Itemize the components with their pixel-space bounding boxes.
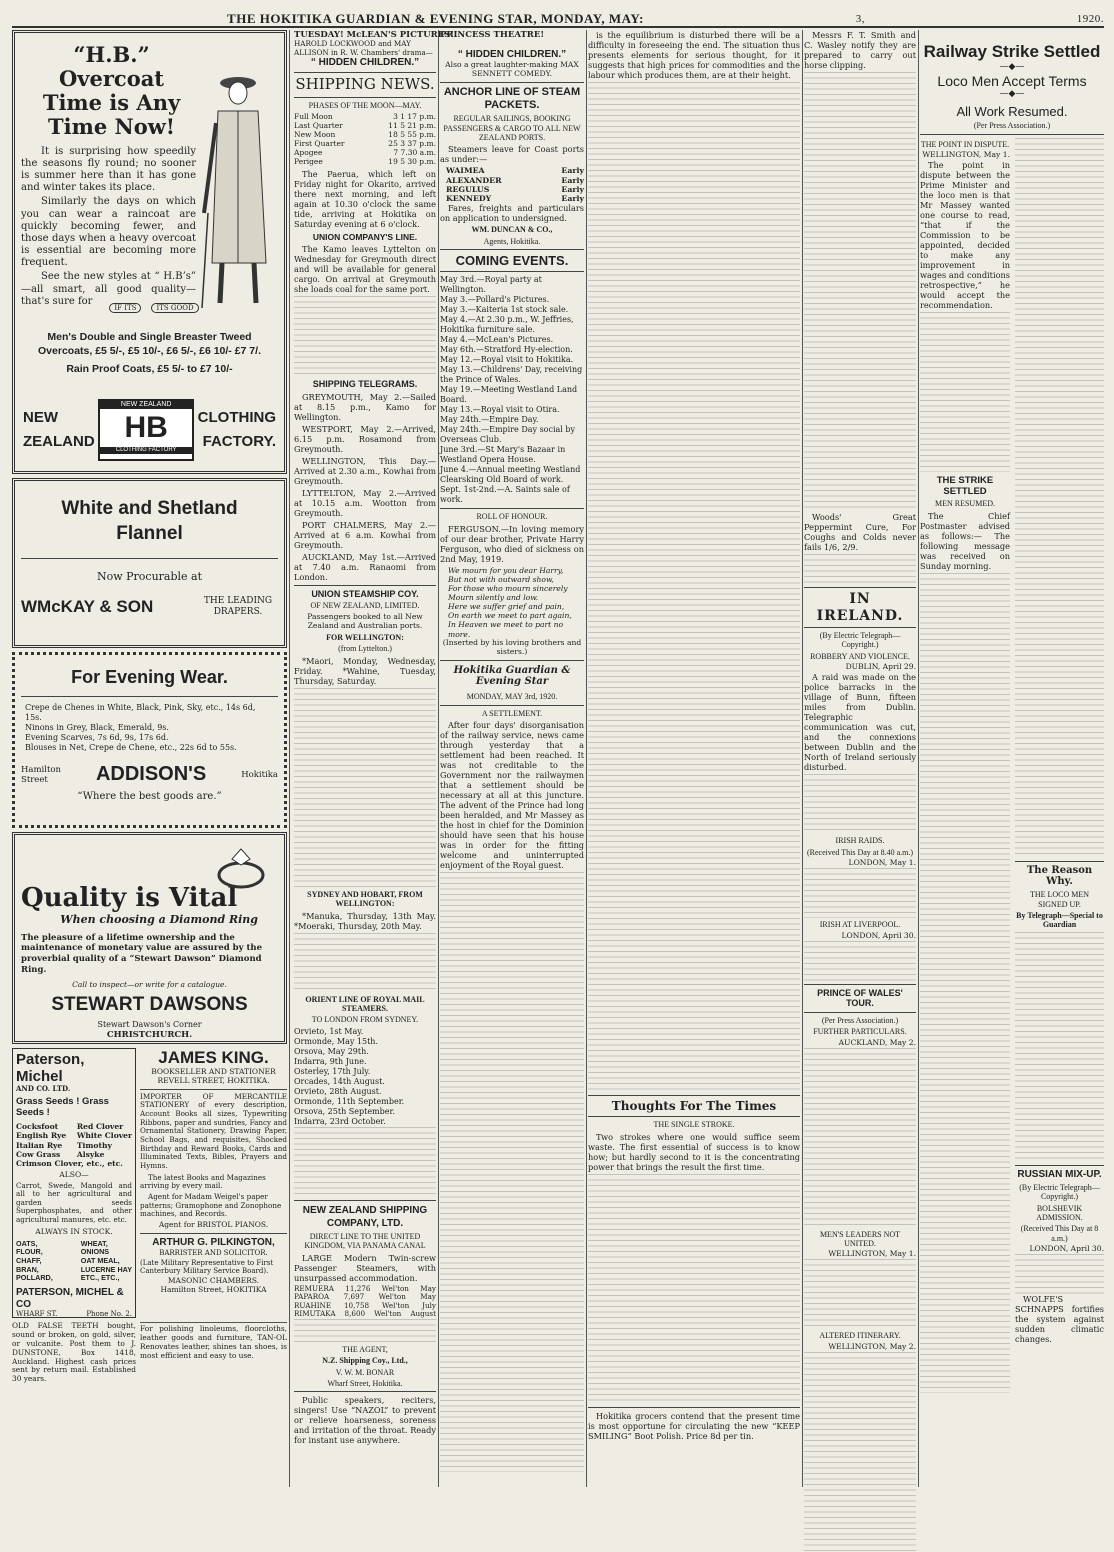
telegram-item: WELLINGTON, This Day.—Arrived at 2.30 a.m., Kowhai from Greymouth. bbox=[294, 455, 436, 486]
anchor-line-sub: REGULAR SAILINGS, BOOKING PASSENGERS & CARGO TO ALL NEW ZEALAND PORTS. bbox=[443, 114, 581, 142]
nz-shipping-para: LARGE Modern Twin-screw Passenger Steamers, with unsurpassed accommodation. bbox=[294, 1252, 436, 1283]
quality-body: The pleasure of a lifetime ownership and the maintenance of monetary value are assured by the proverbial quality of a “Stewart Dawson” Diamond Ring. bbox=[21, 932, 262, 975]
hb-ad-para: It is surprising how speedily the seasons fly round; no sooner is summer here than it has gone and winter takes its place. bbox=[21, 145, 196, 194]
moon-phases-heading: PHASES OF THE MOON—MAY. bbox=[308, 100, 422, 110]
orient-line-heading: ORIENT LINE OF ROYAL MAIL STEAMERS. bbox=[305, 994, 425, 1013]
orient-ship: Orcades, 14th August. bbox=[294, 1076, 385, 1086]
men-resumed-heading: MEN RESUMED. bbox=[934, 499, 995, 509]
stock-item: BRAN, bbox=[16, 1264, 39, 1274]
seed-item: Crimson Clover, etc., etc. bbox=[16, 1158, 123, 1168]
orient-ship: Orvieto, 1st May. bbox=[294, 1026, 364, 1036]
orient-ship: Ormonde, May 15th. bbox=[294, 1036, 378, 1046]
nazol-ad: Public speakers, reciters, singers! Use “NAZOL” to prevent or relieve hoarseness, soreness and irritation of the throat. Ready for instant use anywhere. bbox=[294, 1395, 436, 1446]
dublin-dateline: DUBLIN, April 29. bbox=[845, 662, 916, 672]
orient-ship: Ormonde, 11th September. bbox=[294, 1096, 405, 1106]
point-in-dispute-heading: THE POINT IN DISPUTE. bbox=[920, 139, 1010, 149]
evening-wear-ad bbox=[12, 652, 287, 828]
coming-event: May 3rd.—Royal party at Wellington. bbox=[440, 275, 542, 295]
nz-ship-row: RUAHINE 10,758 Wel'ton July bbox=[294, 1300, 436, 1310]
orient-ship: Osterley, 17th July. bbox=[294, 1066, 371, 1076]
strike-settled-body: The Chief Postmaster advised as follows:— The following message was received on Sunday morning. bbox=[920, 510, 1010, 571]
coming-event: May 24th.—Empire Day social by Overseas Club. bbox=[440, 425, 576, 445]
diamond-ring-icon bbox=[206, 843, 276, 893]
hb-ad-para: Similarly the days on which you can wear a raincoat are quickly becoming fewer, and those days when a heavy overcoat is essential are becoming more frequent. bbox=[21, 196, 196, 269]
coming-event: May 13.—Royal visit to Otira. bbox=[440, 405, 560, 415]
anchor-ship-row: WAIMEA Early bbox=[446, 166, 584, 176]
masthead-day: 3, bbox=[855, 13, 865, 26]
flannel-tagline: THE LEADING DRAPERS. bbox=[203, 596, 273, 617]
paterson-co: AND CO. LTD. bbox=[16, 1084, 71, 1093]
irish-raids-place: LONDON, May 1. bbox=[848, 858, 916, 868]
bolshevik-heading: BOLSHEVIK ADMISSION. bbox=[1036, 1203, 1083, 1222]
hb-overcoat-prices: Men's Double and Single Breaster Tweed Overcoats, £5 5/-, £5 10/-, £6 5/-, £6 10/- £7 7/. bbox=[38, 331, 261, 357]
russian-mixup-sub: (By Electric Telegraph—Copyright.) bbox=[1019, 1182, 1100, 1202]
column-2 bbox=[294, 30, 455, 1487]
in-ireland-heading: IN IRELAND. bbox=[816, 591, 904, 624]
mcleans-pictures-header: TUESDAY! McLEAN'S PICTURES! bbox=[294, 30, 455, 40]
stock-item: OAT MEAL, bbox=[80, 1255, 120, 1265]
seed-item: Timothy bbox=[76, 1140, 112, 1150]
column4-paragraph: is the equilibrium is disturbed there will be a difficulty in foreseeing the end. The situation thus presents elements for serious thought, for it suggests that high prices for commodities and the labour which produces them, are at their height. bbox=[588, 30, 800, 80]
roll-of-honour-body: FERGUSON.—In loving memory of our dear brother, Private Harry Ferguson, who died of sickness on 2nd May, 1919. bbox=[440, 523, 584, 564]
orient-ship: Indarra, 23rd October. bbox=[294, 1116, 386, 1126]
james-king-column bbox=[140, 1048, 287, 1318]
moon-phase-row: Full Moon 3 1 17 p.m. bbox=[294, 112, 436, 122]
moon-phase-row: Perigee 19 5 30 p.m. bbox=[294, 157, 436, 167]
seed-item: Red Clover bbox=[76, 1121, 124, 1131]
coming-event: May 3.—Pollard's Pictures. bbox=[440, 295, 550, 305]
press-association: (Per Press Association.) bbox=[973, 121, 1051, 131]
evening-item: Crepe de Chenes in White, Black, Pink, Sky, etc., 14s 6d, 15s. bbox=[25, 703, 256, 723]
coming-event: May 24th.—Empire Day. bbox=[440, 415, 539, 425]
union-company-heading: UNION COMPANY'S LINE. bbox=[312, 232, 418, 243]
anchor-line-heading: ANCHOR LINE OF STEAM PACKETS. bbox=[443, 85, 581, 111]
roll-of-honour-heading: ROLL OF HONOUR. bbox=[476, 512, 548, 522]
paterson-also: ALSO— bbox=[59, 1169, 89, 1179]
james-king-body: IMPORTER OF MERCANTILE STATIONERY of every description, Account Books all sizes, Typewriting Ribbons, paper and sundries, Fancy and Ornamental Stationery, Drawing Paper, School Bags, and requisites, Shocked Birthday and Reward Books, Cards and Illuminated Texts, Bibles, Prayers and Hymns. bbox=[140, 1091, 287, 1170]
moon-phase-row: New Moon 18 5 55 p.m. bbox=[294, 130, 436, 140]
stock-item: ETC., ETC., bbox=[80, 1273, 120, 1283]
hb-new-word: NEW bbox=[23, 409, 58, 426]
quality-call: Call to inspect—or write for a catalogue. bbox=[72, 980, 227, 990]
orient-line-sub: TO LONDON FROM SYDNEY. bbox=[311, 1015, 419, 1025]
union-steamship-sub: OF NEW ZEALAND, LIMITED. bbox=[310, 601, 420, 611]
column-5 bbox=[804, 30, 916, 1487]
loco-men-subhead: Loco Men Accept Terms bbox=[937, 72, 1087, 89]
moon-phase-row: Last Quarter 11 5 21 p.m. bbox=[294, 121, 436, 131]
stock-item: FLOUR, bbox=[16, 1247, 43, 1257]
received-note: (Received This Day at 8 a.m.) bbox=[1020, 1224, 1099, 1243]
column-1 bbox=[12, 30, 287, 1487]
sydney-hobart-ships: *Manuka, Thursday, 13th May. *Moeraki, Thursday, 20th May. bbox=[294, 910, 436, 931]
mcleans-film-title: “ HIDDEN CHILDREN.” bbox=[310, 57, 420, 69]
james-king-agent3: Agent for BRISTOL PIANOS. bbox=[158, 1219, 269, 1229]
hb-badge bbox=[29, 303, 279, 317]
nz-ship-row: PAPAROA 7,697 Wel'ton May bbox=[294, 1292, 436, 1302]
anchor-line-under: Steamers leave for Coast ports as under:— bbox=[440, 144, 584, 165]
mens-leaders-place: WELLINGTON, May 1. bbox=[828, 1249, 916, 1259]
from-lyttelton: (from Lyttelton.) bbox=[338, 644, 392, 654]
headline-divider-icon: —◆— bbox=[999, 89, 1025, 100]
james-king-trade: BOOKSELLER AND STATIONER bbox=[151, 1067, 276, 1077]
anchor-ship-row: REGULUS Early bbox=[446, 184, 584, 194]
seed-item: Cocksfoot bbox=[16, 1121, 59, 1131]
union-sailings: *Maori, Monday, Wednesday, Friday. *Wahine, Tuesday, Thursday, Saturday. bbox=[294, 655, 436, 686]
hb-ad-para: See the new styles at “ H.B’s” —all smart, all good quality— that's sure for bbox=[21, 271, 196, 307]
quality-address1: Stewart Dawson's Corner bbox=[97, 1020, 202, 1030]
coming-event: May 12.—Royal visit to Hokitika. bbox=[440, 355, 574, 365]
thoughts-sub: THE SINGLE STROKE. bbox=[653, 1120, 735, 1130]
telegram-item: PORT CHALMERS, May 2.—Arrived at 6 a.m. Kowhai from Greymouth. bbox=[294, 519, 436, 550]
shipping-news-title: SHIPPING NEWS. bbox=[295, 75, 435, 94]
paterson-stock: ALWAYS IN STOCK. bbox=[35, 1226, 113, 1236]
in-ireland-sub: (By Electric Telegraph—Copyright.) bbox=[819, 631, 901, 650]
coming-event: May 19.—Meeting Westland Land Board. bbox=[440, 385, 578, 405]
point-in-dispute-body: The point in dispute between the Prime Minister and the loco men is that Mr Massey wanted one course to read, “that if the Commission to be appointed, decided to make any improvement in wages and conditions retrospective,” he would accept the recommendation. bbox=[920, 159, 1010, 310]
hb-factory-word: FACTORY. bbox=[202, 433, 276, 450]
quality-subtitle: When choosing a Diamond Ring bbox=[60, 912, 258, 926]
james-king-firm: JAMES KING. bbox=[158, 1048, 269, 1067]
james-king-agent2: Agent for Madam Weigel's paper patterns; Gramophone and Zonophone machines, and Records. bbox=[140, 1192, 282, 1219]
evening-town: Hokitika bbox=[241, 770, 278, 781]
union-steamship-heading: UNION STEAMSHIP COY. bbox=[311, 588, 419, 599]
stock-item: ONIONS bbox=[80, 1247, 110, 1257]
anchor-town: Agents, Hokitika. bbox=[483, 236, 541, 246]
masonic-name: MASONIC CHAMBERS. bbox=[167, 1276, 260, 1286]
anchor-ship-row: ALEXANDER Early bbox=[446, 175, 584, 185]
tan-ol-ad: For polishing linoleums, floorcloths, leather goods and furniture, TAN-OL Renovates leather, shines tan shoes, is most efficient and easy to use. bbox=[140, 1322, 287, 1384]
anchor-ship-row: KENNEDY Early bbox=[446, 193, 584, 203]
settlement-heading: A SETTLEMENT. bbox=[481, 708, 543, 718]
nz-ship-row: REMUERA 11,276 Wel'ton May bbox=[294, 1283, 436, 1293]
editorial-date: MONDAY, MAY 3rd, 1920. bbox=[466, 692, 558, 702]
masthead bbox=[12, 8, 1104, 28]
paterson-head: Grass Seeds ! Grass Seeds ! bbox=[16, 1096, 109, 1119]
masthead-year: 1920. bbox=[1076, 13, 1104, 26]
reason-why-sub: THE LOCO MEN SIGNED UP. bbox=[1029, 890, 1090, 909]
masonic-street: Hamilton Street, HOKITIKA bbox=[160, 1285, 267, 1295]
liverpool-heading: IRISH AT LIVERPOOL. bbox=[819, 920, 901, 930]
verse-line: On earth we meet to part again, bbox=[448, 611, 572, 621]
evening-location: Hamilton Street bbox=[21, 765, 61, 786]
flannel-procurable: Now Procurable at bbox=[96, 570, 203, 584]
paterson-wharf: WHARF ST. bbox=[16, 1310, 58, 1319]
orient-ship: Orsova, May 29th. bbox=[294, 1046, 369, 1056]
false-teeth-ad: OLD FALSE TEETH bought, sound or broken, on gold, silver, or vulcanite. Post them to J. DUNSTONE, Box 1418, Auckland. Highest cash prices sent by return mail. Established 30 years. bbox=[12, 1321, 136, 1384]
moon-phase-row: Apogee 7 7.30 a.m. bbox=[294, 148, 436, 158]
coming-event: May 4.—At 2.30 p.m., W. Jeffries, Hokitika furniture sale. bbox=[440, 315, 574, 335]
coming-event: June 4.—Annual meeting Westland Clearsking Old Board of work. bbox=[440, 465, 581, 485]
paterson-phone: Phone No. 2. bbox=[86, 1310, 132, 1319]
nz-agent-wharf: Wharf Street, Hokitika. bbox=[327, 1378, 403, 1388]
column-3 bbox=[440, 30, 584, 1487]
thoughts-body: Two strokes where one would suffice seem waste. The first essential of success is to know how; but hardly second to it is the concentrating power that brings the result the first time. bbox=[588, 1131, 800, 1172]
sydney-hobart-heading: SYDNEY AND HOBART, FROM WELLINGTON: bbox=[307, 889, 423, 909]
flannel-ad bbox=[12, 478, 287, 648]
james-king-agent1: The latest Books and Magazines arriving by every mail. bbox=[140, 1172, 266, 1190]
orient-ship: Orvieto, 28th August. bbox=[294, 1086, 382, 1096]
point-in-dispute-place: WELLINGTON, May 1. bbox=[922, 149, 1010, 159]
hb-badge-left: IF ITS bbox=[109, 303, 141, 313]
verse-line: In Heaven we meet to part no more. bbox=[448, 620, 564, 639]
verse-line: Here we suffer grief and pain, bbox=[448, 602, 565, 612]
coming-event: May 6th.—Stratford Hy-election. bbox=[440, 345, 573, 355]
telegram-item: AUCKLAND, May 1st.—Arrived at 7.40 a.m. Ranaomi from London. bbox=[294, 551, 436, 582]
hb-overcoat-ad bbox=[12, 30, 287, 474]
coming-event: June 3rd.—St Mary's Bazaar in Westland Opera House. bbox=[440, 445, 566, 465]
liverpool-place: LONDON, April 30. bbox=[841, 930, 916, 940]
strike-settled-heading: THE STRIKE SETTLED bbox=[936, 474, 994, 498]
verse-line: For those who mourn sincerely bbox=[448, 584, 568, 594]
irish-raids-date: (Received This Day at 8.40 a.m.) bbox=[806, 847, 914, 857]
coming-event: May 4.—McLean's Pictures. bbox=[440, 335, 554, 345]
coming-event: May 3.—Kaiteria 1st stock sale. bbox=[440, 305, 569, 315]
seed-item: English Rye bbox=[16, 1131, 67, 1141]
quality-firm: STEWART DAWSONS bbox=[51, 993, 248, 1015]
stock-item: WHEAT, bbox=[80, 1238, 108, 1248]
mens-leaders-heading: MEN'S LEADERS NOT UNITED. bbox=[819, 1229, 901, 1248]
seed-item: White Clover bbox=[76, 1131, 132, 1141]
masthead-title: THE HOKITIKA GUARDIAN & EVENING STAR, MONDAY, MAY: bbox=[227, 10, 644, 26]
mcleans-pictures-cast: HAROLD LOCKWOOD and MAY ALLISON in R. W. Chambers' drama— bbox=[294, 39, 433, 57]
hb-zealand-word: ZEALAND bbox=[23, 433, 95, 450]
shipping-paragraph: The Paerua, which left on Friday night for Okarito, arrived there next morning, and left again at 10.30 o'clock the same tide, arriving at Hokitika on Saturday evening at 6 o'clock. bbox=[294, 169, 436, 230]
settlement-body: After four days' disorganisation of the railway service, news came through yesterday that a settlement had been reached. It was not creditable to the Government nor the railwaymen that a settlement should be necessary at all at this juncture. The advent of the Prince had long been heralded, and Mr Massey as the host in chief for the Dominion should have seen that his house was in order for the fitting welcome and uninterrupted enjoyment of the Royal guest. bbox=[440, 720, 584, 871]
shipping-telegrams-heading: SHIPPING TELEGRAMS. bbox=[312, 379, 418, 390]
seed-item: Italian Rye bbox=[16, 1140, 63, 1150]
work-resumed-subhead: All Work Resumed. bbox=[956, 103, 1068, 119]
london-dateline: LONDON, April 30. bbox=[1029, 1244, 1104, 1254]
orient-ship: Indarra, 9th June. bbox=[294, 1056, 367, 1066]
editorial-masthead: Hokitika Guardian & Evening Star bbox=[453, 664, 571, 688]
anchor-line-note: Fares, freights and particulars on application to undersigned. bbox=[440, 203, 584, 224]
nz-shipping-heading: NEW ZEALAND SHIPPING COMPANY, LTD. bbox=[302, 1204, 428, 1229]
pilkington-name: ARTHUR G. PILKINGTON, bbox=[152, 1236, 275, 1248]
paterson-firm: Paterson, Michel bbox=[16, 1051, 85, 1085]
seed-item: Cow Grass bbox=[16, 1150, 61, 1160]
nz-agent-bonar: V. W. M. BONAR bbox=[335, 1367, 395, 1377]
ireland-body: A raid was made on the police barracks in the village of Bunn, fifteen miles from Dublin. Telegraphic communication was cut, and the connexions between Dublin and the North of Ireland seriously disturbed. bbox=[804, 672, 916, 773]
union-steamship-sub2: Passengers booked to all New Zealand and Australian ports. bbox=[307, 611, 423, 630]
hb-clothing-word: CLOTHING bbox=[197, 409, 276, 426]
reason-why-heading: The Reason Why. bbox=[1026, 864, 1093, 888]
railway-strike-headline: Railway Strike Settled bbox=[923, 42, 1101, 61]
irish-raids-heading: IRISH RAIDS. bbox=[835, 836, 885, 846]
telegram-item: WESTPORT, May 2.—Arrived, 6.15 p.m. Rosamond from Greymouth. bbox=[294, 423, 436, 454]
man-in-overcoat-illustration bbox=[196, 63, 276, 313]
reason-why-telegraph: By Telegraph—Special to Guardian bbox=[1016, 911, 1103, 930]
wolfes-schnapps-ad: WOLFE'S SCHNAPPS fortifies the system against sudden climatic changes. bbox=[1015, 1294, 1104, 1345]
evening-item: Ninons in Grey, Black, Emerald, 9s. bbox=[25, 723, 169, 733]
seed-item: Alsyke bbox=[76, 1150, 105, 1160]
prince-tour-heading: PRINCE OF WALES' TOUR. bbox=[817, 987, 903, 1009]
column-4 bbox=[588, 30, 800, 1487]
hb-badge-right: ITS GOOD bbox=[151, 303, 198, 313]
evening-item: Blouses in Net, Crepe de Chene, etc., 22s 6d to 55s. bbox=[25, 743, 237, 753]
telegram-item: GREYMOUTH, May 2.—Sailed at 8.15 p.m., Kamo for Wellington. bbox=[294, 391, 436, 422]
princess-comedy: Also a great laughter-making MAX SENNETT COMEDY. bbox=[445, 59, 579, 78]
paterson-footer-firm: PATERSON, MICHEL & CO bbox=[16, 1286, 124, 1310]
stock-item: POLLARD, bbox=[16, 1273, 53, 1283]
prince-place: AUCKLAND, May 2. bbox=[838, 1037, 916, 1047]
hb-logo: NEW ZEALAND HB CLOTHING FACTORY bbox=[98, 399, 194, 461]
hb-raincoat-prices: Rain Proof Coats, £5 5/- to £7 10/- bbox=[66, 363, 233, 375]
james-king-street: REVELL STREET, HOKITIKA. bbox=[157, 1075, 270, 1085]
coming-event: May 13.—Childrens' Day, receiving the Prince of Wales. bbox=[440, 365, 583, 385]
stewart-dawson-ad bbox=[12, 832, 287, 1044]
russian-mixup-heading: RUSSIAN MIX-UP. bbox=[1017, 1168, 1102, 1180]
evening-firm: ADDISON'S bbox=[95, 763, 207, 786]
pilkington-title: BARRISTER AND SOLICITOR. bbox=[159, 1248, 268, 1257]
honour-signed: (Inserted by his loving brothers and sisters.) bbox=[442, 637, 582, 656]
nz-shipping-sub: DIRECT LINE TO THE UNITED KINGDOM, VIA PANAMA CANAL bbox=[304, 1231, 426, 1251]
prince-further: FURTHER PARTICULARS. bbox=[813, 1027, 907, 1037]
thoughts-heading: Thoughts For The Times bbox=[611, 1099, 777, 1113]
stock-item: OATS, bbox=[16, 1238, 38, 1248]
evening-slogan: “Where the best goods are.” bbox=[77, 790, 222, 802]
nz-agent-firm: N.Z. Shipping Coy., Ltd., bbox=[322, 1356, 408, 1366]
for-wellington: FOR WELLINGTON: bbox=[326, 632, 404, 642]
telegram-item: LYTTELTON, May 2.—Arrived at 10.15 a.m. Wootton from Greymouth. bbox=[294, 487, 436, 518]
verse-line: But not with outward show, bbox=[448, 574, 554, 584]
itinerary-heading: ALTERED ITINERARY. bbox=[819, 1331, 901, 1341]
evening-item: Evening Scarves, 7s 6d, 9s, 17s 6d. bbox=[25, 733, 169, 743]
moon-phase-row: First Quarter 25 3 37 p.m. bbox=[294, 139, 436, 149]
princess-film-title: “ HIDDEN CHILDREN.” bbox=[457, 49, 567, 61]
nz-ship-row: RIMUTAKA 8,600 Wel'ton August bbox=[294, 1309, 436, 1319]
itinerary-place: WELLINGTON, May 2. bbox=[828, 1341, 916, 1351]
princess-theatre-header: PRINCESS THEATRE! bbox=[440, 30, 545, 40]
coming-events-heading: COMING EVENTS. bbox=[455, 253, 569, 269]
masthead-left-ornament bbox=[12, 13, 15, 26]
verse-line: Mourn silently and low. bbox=[448, 593, 539, 603]
prince-tour-sub: (Per Press Association.) bbox=[821, 1015, 899, 1025]
pilkington-note: (Late Military Representative to First Canterbury Military Service Board). bbox=[140, 1258, 274, 1276]
nz-agent: THE AGENT, bbox=[342, 1344, 388, 1354]
anchor-firm: WM. DUNCAN & CO., bbox=[471, 225, 553, 235]
flannel-firm: WMcKAY & SON bbox=[21, 596, 154, 616]
stock-item: LUCERNE HAY bbox=[80, 1264, 132, 1274]
quality-title: Quality is Vital bbox=[21, 883, 238, 913]
headline-divider-icon: —◆— bbox=[999, 62, 1025, 73]
coming-event: Sept. 1st-2nd.—A. Saints sale of work. bbox=[440, 485, 570, 505]
robbery-heading: ROBBERY AND VIOLENCE. bbox=[810, 651, 910, 661]
keep-smiling-ad: Hokitika grocers contend that the present time is most opportune for circulating the new “KEEP SMILING” Boot Polish. Price 8d per tin. bbox=[588, 1410, 800, 1441]
column-6 bbox=[920, 30, 1104, 1487]
evening-ad-title: For Evening Wear. bbox=[71, 667, 228, 687]
peppermint-cure-ad: Woods' Great Peppermint Cure, For Coughs and Colds never fails 1/6, 2/9. bbox=[804, 512, 916, 552]
stock-item: CHAFF, bbox=[16, 1255, 42, 1265]
union-company-paragraph: The Kamo leaves Lyttelton on Wednesday for Greymouth direct and will be available for general cargo. On arrival at Greymouth she loads coal for the same port. bbox=[294, 244, 436, 295]
verse-line: We mourn for you dear Harry, bbox=[448, 565, 564, 575]
quality-address2: CHRISTCHURCH. bbox=[106, 1029, 193, 1040]
orient-ship: Orsova, 25th September. bbox=[294, 1106, 395, 1116]
flannel-ad-title: White and Shetland Flannel bbox=[61, 498, 238, 544]
horse-clipping-notice: Messrs F. T. Smith and C. Wasley notify they are prepared to carry out horse clipping. bbox=[804, 30, 916, 70]
paterson-text: Carrot, Swede, Mangold and all to her agricultural and garden seeds Superphosphates, and other agricultural manures, etc. etc. bbox=[16, 1180, 132, 1225]
hb-ad-title: “H.B.” Overcoat Time is Any Time Now! bbox=[42, 42, 181, 140]
paterson-michel-ad bbox=[12, 1048, 136, 1318]
